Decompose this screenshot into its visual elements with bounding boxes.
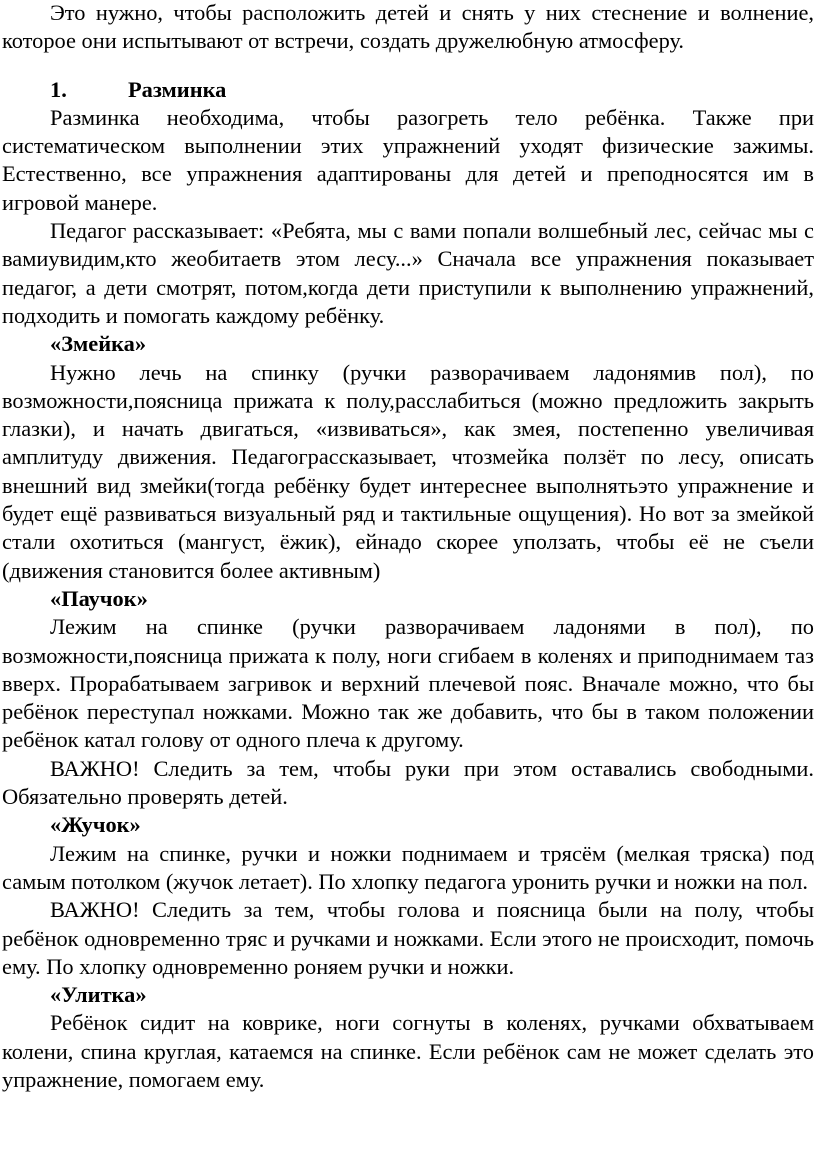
teacher-story-paragraph: Педагог рассказывает: «Ребята, мы с вами попали волшебный лес, сейчас мы с вамиувидим,кто жеобитаетв этом лесу...» Сначала все упражнения показывает педагог, а дети смотрят, потом,когда дети приступили к выполнению упражнений, подходить и помогать каждому ребёнку.: [2, 218, 814, 328]
exercise-title-bug: «Жучок»: [50, 812, 141, 838]
exercise-title-snake: «Змейка»: [50, 331, 147, 357]
exercise-text-snail: Ребёнок сидит на коврике, ноги согнуты в коленях, ручками обхватываем колени, спина круглая, катаемся на спинке. Если ребёнок сам не может сделать это упражнение, помогаем ему.: [2, 1010, 814, 1092]
section-number: 1.: [50, 76, 67, 102]
exercise-text-bug: Лежим на спинке, ручки и ножки поднимаем и трясём (мелкая тряска) под самым потолком (жучок летает). По хлопку педагога уронить ручки и ножки на пол.: [2, 840, 814, 894]
section-title: Разминка: [128, 76, 227, 102]
exercise-text-snake: Нужно лечь на спинку (ручки разворачиваем ладонямив пол), по возможности,поясница прижата к полу,расслабиться (можно предложить закрыть глазки), и начать двигаться, «извиваться», как змея, постепенно увеличивая амплитуду движения. Педагограссказывает, чтозмейка ползёт по лесу, описать внешний вид змейки(тогда ребёнку будет интереснее выполнятьэто упражнение и будет ещё развиваться визуальный ряд и тактильные ощущения). Но вот за змейкой стали охотиться (мангуст, ёжик), ейнадо скорее уползать, чтобы её не съели (движения становится более активным): [2, 359, 814, 583]
exercise-title-spider: «Паучок»: [50, 585, 148, 611]
warmup-paragraph: Разминка необходима, чтобы разогреть тело ребёнка. Также при систематическом выполнении этих упражнений уходят физические зажимы. Естественно, все упражнения адаптированы для детей и преподносятся им в игровой манере.: [2, 104, 814, 215]
exercise-text-spider: Лежим на спинке (ручки разворачиваем ладонями в пол), по возможности,поясница прижата к полу, ноги сгибаем в коленях и приподнимаем таз вверх. Прорабатываем загривок и верхний плечевой пояс. Вначале можно, что бы ребёнок переступал ножками. Можно так же добавить, что бы в таком положении ребёнок катал голову от одного плеча к другому.: [2, 614, 814, 753]
exercise-note-spider: ВАЖНО! Следить за тем, чтобы руки при этом оставались свободными. Обязательно проверять детей.: [2, 755, 814, 810]
intro-paragraph: Это нужно, чтобы расположить детей и снять у них стеснение и волнение, которое они испытывают от встречи, создать дружелюбную атмосферу.: [2, 0, 814, 54]
exercise-title-snail: «Улитка»: [50, 982, 147, 1008]
section-heading: [2, 76, 814, 104]
exercise-note-bug: ВАЖНО! Следить за тем, чтобы голова и поясница были на полу, чтобы ребёнок одновременно тряс и ручками и ножками. Если этого не происходит, помочь ему. По хлопку одновременно роняем ручки и ножки.: [2, 897, 814, 979]
